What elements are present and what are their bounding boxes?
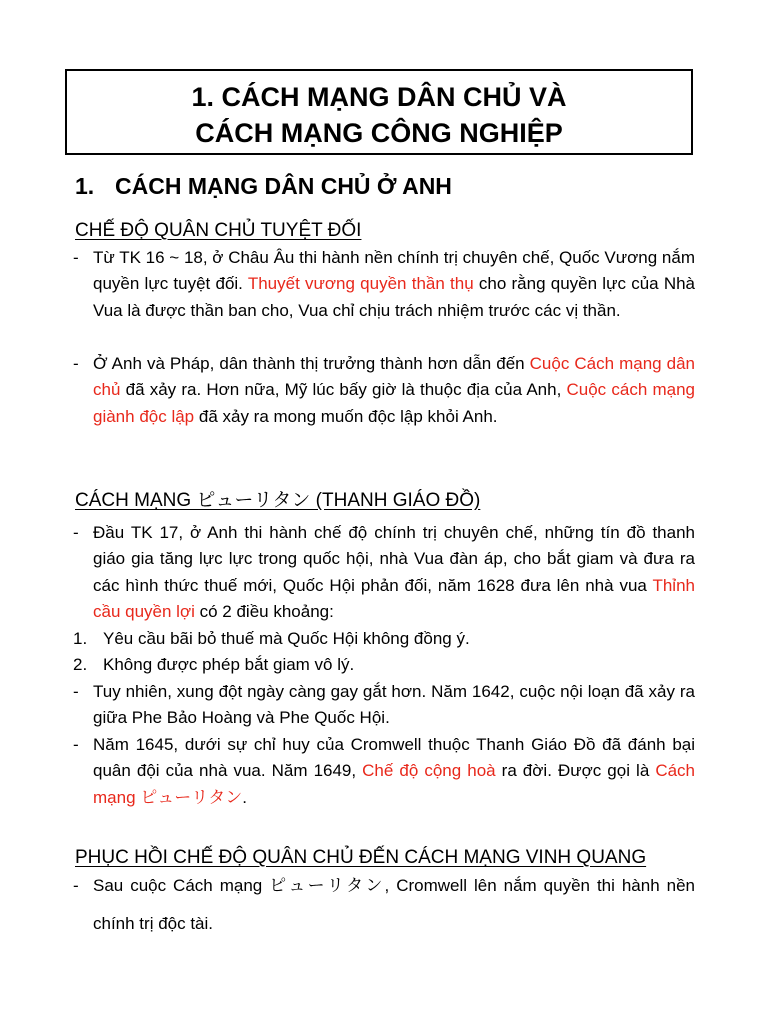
list-item — [73, 679, 695, 732]
list-item — [73, 867, 695, 943]
text: đã xảy ra. Hơn nữa, Mỹ lúc bấy giờ là thuộc địa của Anh, — [120, 380, 567, 400]
bullet: - — [73, 682, 79, 701]
bullet: - — [73, 248, 79, 267]
text: Tuy nhiên, xung đột ngày càng gay gắt hơn. Năm 1642, cuộc nội loạn đã xảy ra giữa Phe Bảo Hoàng và Phe Quốc Hội. — [93, 682, 695, 728]
text: có 2 điều khoảng: — [194, 601, 334, 621]
paragraph — [93, 732, 695, 811]
paragraph — [103, 652, 695, 678]
text: Không được phép bắt giam vô lý. — [103, 655, 355, 674]
text: Ở Anh và Pháp, dân thành thị trưởng thành hơn dẫn đến — [93, 354, 530, 373]
text: Yêu cầu bãi bỏ thuế mà Quốc Hội không đồng ý. — [103, 629, 470, 648]
bullet: - — [73, 735, 79, 754]
list-item — [73, 626, 695, 652]
section-title-puritan-revolution: CÁCH MẠNG ピューリタン (THANH GIÁO ĐỒ) — [75, 490, 481, 511]
highlight-term: Thuyết vương quyền thần thụ — [247, 274, 474, 294]
text: Năm 1645, dưới sự chỉ huy của Cromwell thuộc Thanh Giáo Đồ đã đánh bại quân đội của nhà vua. Năm 1649, — [93, 735, 695, 781]
chapter-heading-text: CÁCH MẠNG DÂN CHỦ Ở ANH — [115, 173, 452, 199]
list-item — [73, 652, 695, 678]
section-title-absolute-monarchy: CHẾ ĐỘ QUÂN CHỦ TUYỆT ĐỐI — [75, 220, 362, 241]
list-item — [73, 351, 695, 430]
bullet: - — [73, 523, 79, 542]
title-line-2: CÁCH MẠNG CÔNG NGHIỆP — [195, 118, 563, 148]
paragraph — [103, 626, 695, 652]
text: Sau cuộc Cách mạng ピューリタン, Cromwell lên nắm quyền thi hành nền chính trị độc tài. — [93, 876, 695, 933]
highlight-term: Thỉnh cầu quyền lợi — [93, 575, 695, 621]
chapter-heading-number: 1. — [75, 173, 95, 199]
paragraph — [93, 867, 695, 943]
list-number: 1. — [73, 629, 88, 648]
chapter-heading — [75, 173, 452, 200]
title-box — [65, 69, 693, 155]
text: . — [242, 787, 247, 807]
highlight-term: Chế độ cộng hoà — [362, 761, 496, 781]
list-item — [73, 245, 695, 324]
title-line-1: 1. CÁCH MẠNG DÂN CHỦ VÀ — [191, 82, 567, 112]
paragraph — [93, 520, 695, 625]
paragraph — [93, 245, 695, 324]
text: đã xảy ra mong muốn độc lập khỏi Anh. — [194, 406, 498, 426]
paragraph — [93, 351, 695, 430]
bullet: - — [73, 876, 79, 895]
list-number: 2. — [73, 655, 88, 674]
highlight-term: Cuộc cách mạng giành độc lập — [93, 380, 695, 426]
paragraph — [93, 679, 695, 732]
section-title-restoration: PHỤC HỒI CHẾ ĐỘ QUÂN CHỦ ĐẾN CÁCH MẠNG VINH QUANG — [75, 847, 647, 868]
text: Đầu TK 17, ở Anh thi hành chế độ chính trị chuyên chế, những tín đồ thanh giáo gia tăng lực lực trong quốc hội, nhà Vua đàn áp, cho bắt giam và đưa ra các hình thức thuế mới, Quốc Hội phản đối, năm 1628 đưa lên nhà vua — [93, 523, 695, 595]
text: Từ TK 16 ~ 18, ở Châu Âu thi hành nền chính trị chuyên chế, Quốc Vương nắm quyền lực tuyệt đối. — [93, 248, 695, 294]
highlight-term: Cách mạng ピューリタン — [93, 761, 695, 807]
highlight-term: Cuộc Cách mạng dân chủ — [93, 354, 695, 400]
list-item — [73, 732, 695, 811]
text: ra đời. Được gọi là — [495, 761, 656, 781]
list-item — [73, 520, 695, 625]
bullet: - — [73, 354, 79, 373]
text: cho rằng quyền lực của Nhà Vua là được thần ban cho, Vua chỉ chịu trách nhiệm trước các vị thần. — [93, 274, 696, 320]
